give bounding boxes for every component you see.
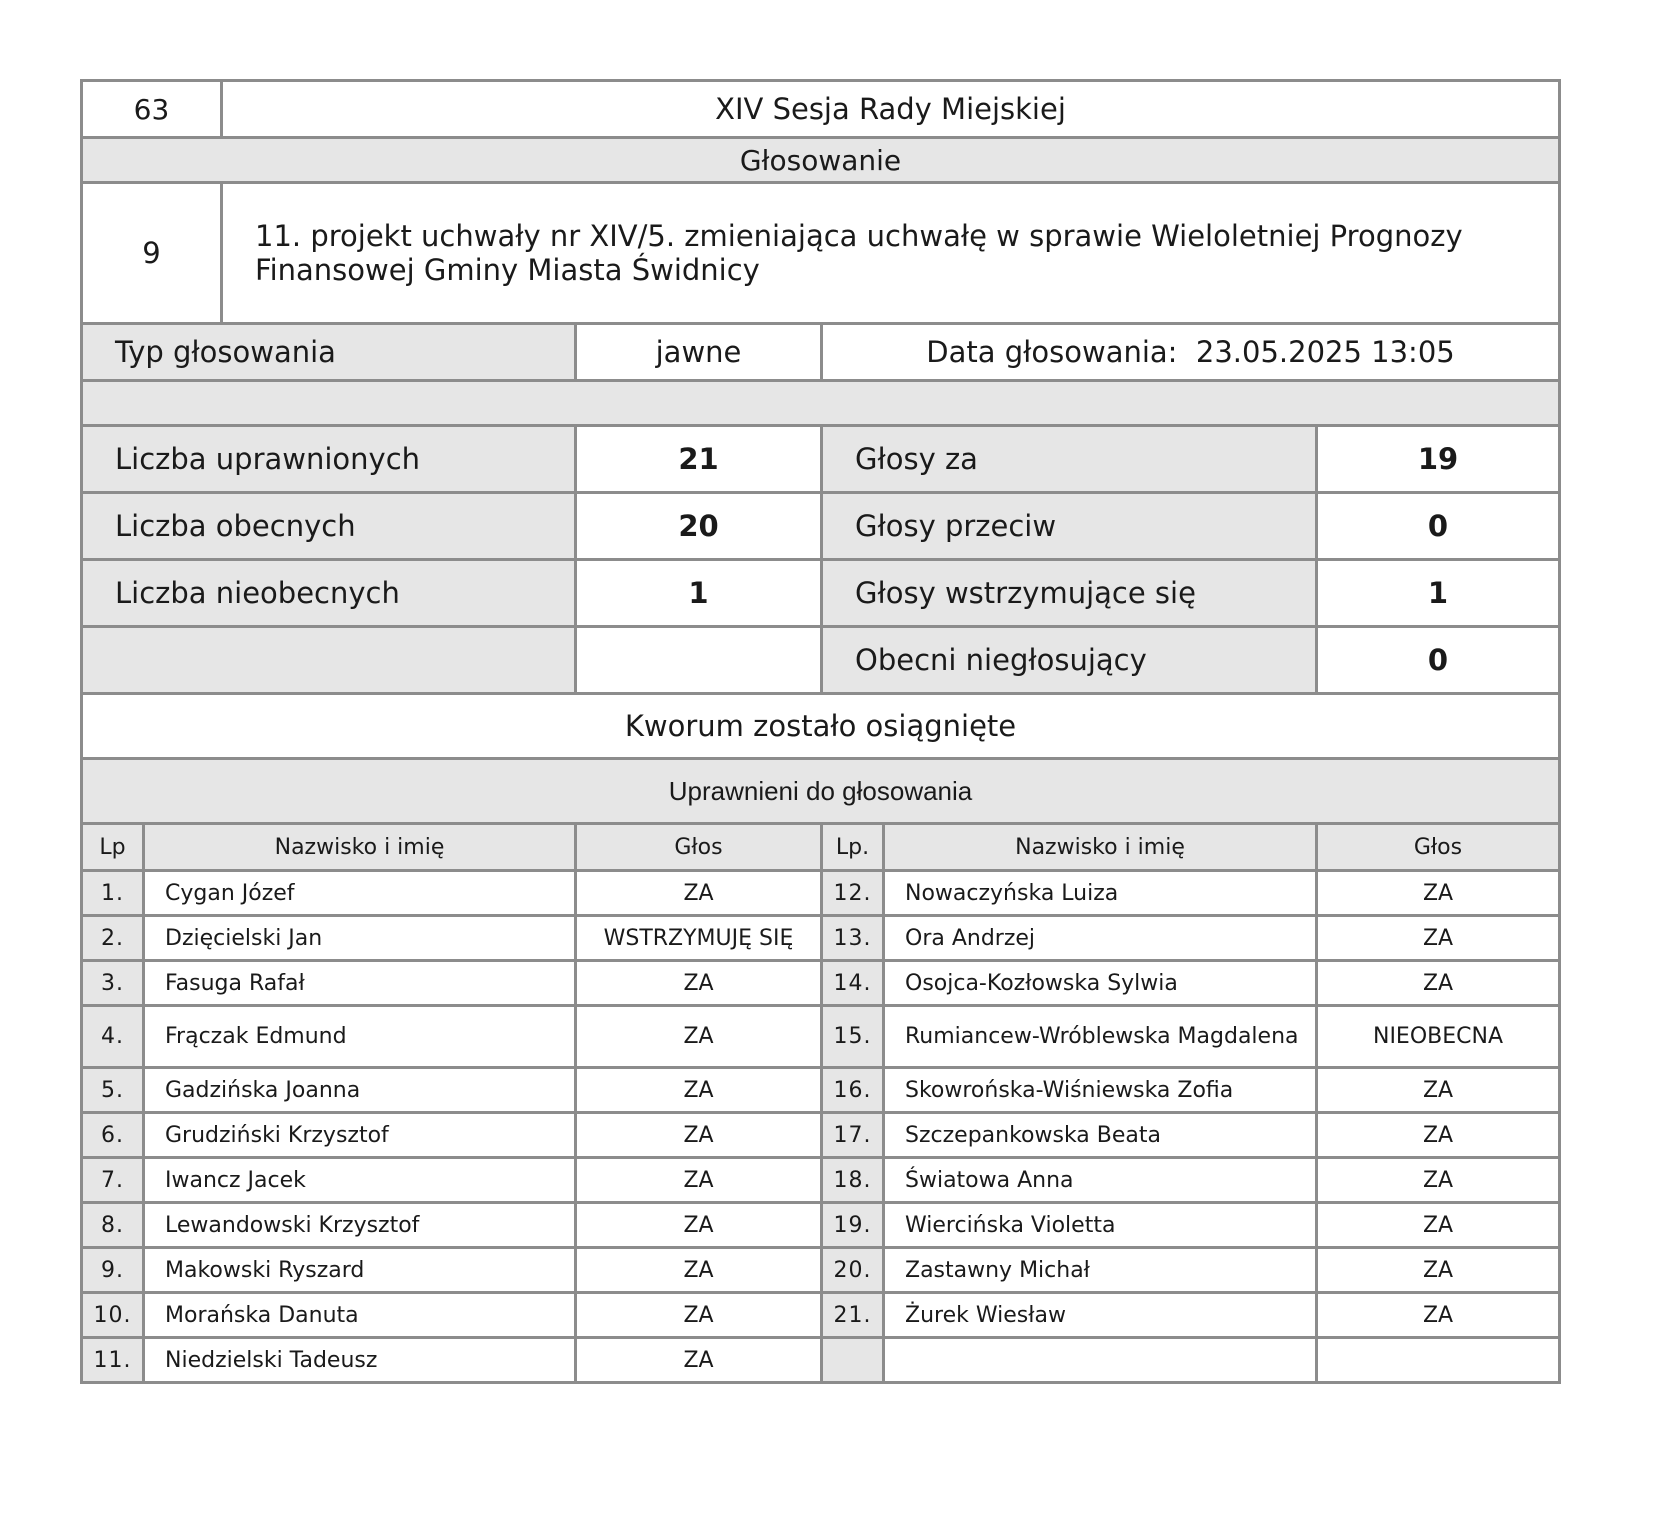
voter-lp: 2.	[82, 916, 144, 961]
voter-lp: 10.	[82, 1293, 144, 1338]
section-label: Głosowanie	[82, 138, 1560, 183]
column-header-vote-left: Głos	[576, 824, 822, 871]
voter-vote: ZA	[1317, 1113, 1560, 1158]
voter-lp: 12.	[822, 871, 884, 916]
quorum-table	[80, 692, 1561, 760]
voter-name: Frączak Edmund	[144, 1006, 576, 1068]
voter-vote: ZA	[576, 1158, 822, 1203]
stat-label-abstained: Głosy wstrzymujące się	[822, 560, 1317, 627]
voter-vote: ZA	[576, 1293, 822, 1338]
voter-lp: 9.	[82, 1248, 144, 1293]
voters-table	[80, 822, 1561, 1384]
voter-name: Szczepankowska Beata	[884, 1113, 1317, 1158]
voter-name: Nowaczyńska Luiza	[884, 871, 1317, 916]
stat-value-present: 20	[576, 493, 822, 560]
voter-name	[884, 1338, 1317, 1383]
voter-vote: ZA	[1317, 1248, 1560, 1293]
voter-rows	[82, 871, 1560, 1383]
voter-vote: ZA	[1317, 871, 1560, 916]
vote-date-value: 23.05.2025 13:05	[1195, 335, 1455, 369]
voter-vote: ZA	[1317, 1293, 1560, 1338]
voter-lp: 3.	[82, 961, 144, 1006]
stat-label-eligible: Liczba uprawnionych	[82, 426, 576, 493]
voter-lp	[822, 1338, 884, 1383]
spacer-row	[82, 381, 1560, 426]
voter-lp: 17.	[822, 1113, 884, 1158]
stat-label-absent: Liczba nieobecnych	[82, 560, 576, 627]
stat-label-votes-against: Głosy przeciw	[822, 493, 1317, 560]
stat-empty-value	[576, 627, 822, 694]
column-header-name-right: Nazwisko i imię	[884, 824, 1317, 871]
voter-name: Grudziński Krzysztof	[144, 1113, 576, 1158]
stat-value-present-not-voting: 0	[1317, 627, 1560, 694]
column-header-vote-right: Głos	[1317, 824, 1560, 871]
table-row	[82, 1068, 1560, 1113]
stat-value-eligible: 21	[576, 426, 822, 493]
voter-name: Fasuga Rafał	[144, 961, 576, 1006]
voter-vote: ZA	[1317, 1068, 1560, 1113]
voter-lp: 6.	[82, 1113, 144, 1158]
quorum-status: Kworum zostało osiągnięte	[82, 694, 1560, 759]
stat-value-abstained: 1	[1317, 560, 1560, 627]
table-row	[82, 1203, 1560, 1248]
vote-type-value: jawne	[576, 324, 822, 381]
voter-vote: ZA	[576, 1113, 822, 1158]
document-number: 63	[82, 81, 222, 138]
voter-lp: 14.	[822, 961, 884, 1006]
voter-name: Żurek Wiesław	[884, 1293, 1317, 1338]
table-row	[82, 1248, 1560, 1293]
voter-name: Światowa Anna	[884, 1158, 1317, 1203]
agenda-item-title: 11. projekt uchwały nr XIV/5. zmieniająca uchwałę w sprawie Wieloletniej Prognozy Finansowej Gminy Miasta Świdnicy	[222, 183, 1560, 324]
voter-name: Niedzielski Tadeusz	[144, 1338, 576, 1383]
voting-record-document	[80, 79, 1561, 1384]
stats-table	[80, 424, 1561, 695]
session-header-table	[80, 79, 1561, 139]
agenda-item-table	[80, 181, 1561, 325]
vote-info-table	[80, 322, 1561, 382]
voter-name: Iwancz Jacek	[144, 1158, 576, 1203]
section-label-table	[80, 136, 1561, 184]
voter-name: Rumiancew-Wróblewska Magdalena	[884, 1006, 1317, 1068]
column-header-lp-right: Lp.	[822, 824, 884, 871]
stat-value-votes-against: 0	[1317, 493, 1560, 560]
voter-name: Makowski Ryszard	[144, 1248, 576, 1293]
voter-name: Cygan Józef	[144, 871, 576, 916]
voter-name: Osojca-Kozłowska Sylwia	[884, 961, 1317, 1006]
voter-lp: 15.	[822, 1006, 884, 1068]
column-header-lp-left: Lp	[82, 824, 144, 871]
voter-vote: ZA	[576, 1203, 822, 1248]
agenda-item-number: 9	[82, 183, 222, 324]
voter-vote: ZA	[1317, 961, 1560, 1006]
voter-vote: ZA	[576, 961, 822, 1006]
voter-vote: WSTRZYMUJĘ SIĘ	[576, 916, 822, 961]
table-row	[82, 1338, 1560, 1383]
table-row	[82, 1113, 1560, 1158]
voter-name: Gadzińska Joanna	[144, 1068, 576, 1113]
voter-vote: ZA	[1317, 1158, 1560, 1203]
table-row	[82, 871, 1560, 916]
voter-lp: 7.	[82, 1158, 144, 1203]
stat-label-votes-for: Głosy za	[822, 426, 1317, 493]
stat-value-absent: 1	[576, 560, 822, 627]
voter-name: Ora Andrzej	[884, 916, 1317, 961]
table-row	[82, 916, 1560, 961]
table-row	[82, 961, 1560, 1006]
voter-vote: ZA	[576, 1068, 822, 1113]
stat-label-present-not-voting: Obecni niegłosujący	[822, 627, 1317, 694]
voter-lp: 11.	[82, 1338, 144, 1383]
voter-lp: 18.	[822, 1158, 884, 1203]
stat-value-votes-for: 19	[1317, 426, 1560, 493]
voter-name: Wiercińska Violetta	[884, 1203, 1317, 1248]
voter-vote: NIEOBECNA	[1317, 1006, 1560, 1068]
voter-lp: 4.	[82, 1006, 144, 1068]
voter-vote: ZA	[576, 871, 822, 916]
voter-lp: 19.	[822, 1203, 884, 1248]
voter-vote	[1317, 1338, 1560, 1383]
vote-date-cell	[822, 324, 1560, 381]
session-title: XIV Sesja Rady Miejskiej	[222, 81, 1560, 138]
voter-name: Lewandowski Krzysztof	[144, 1203, 576, 1248]
stat-label-present: Liczba obecnych	[82, 493, 576, 560]
voter-lp: 8.	[82, 1203, 144, 1248]
voter-vote: ZA	[576, 1248, 822, 1293]
voter-vote: ZA	[576, 1006, 822, 1068]
voter-lp: 1.	[82, 871, 144, 916]
voter-name: Skowrońska-Wiśniewska Zofia	[884, 1068, 1317, 1113]
voter-vote: ZA	[1317, 916, 1560, 961]
voter-lp: 16.	[822, 1068, 884, 1113]
column-header-name-left: Nazwisko i imię	[144, 824, 576, 871]
voter-name: Morańska Danuta	[144, 1293, 576, 1338]
vote-type-label: Typ głosowania	[82, 324, 576, 381]
voter-vote: ZA	[1317, 1203, 1560, 1248]
voter-name: Zastawny Michał	[884, 1248, 1317, 1293]
table-row	[82, 1293, 1560, 1338]
voters-title-table	[80, 757, 1561, 825]
voter-lp: 20.	[822, 1248, 884, 1293]
table-row	[82, 1006, 1560, 1068]
spacer-table	[80, 379, 1561, 427]
voter-lp: 21.	[822, 1293, 884, 1338]
voter-vote: ZA	[576, 1338, 822, 1383]
stat-empty-label	[82, 627, 576, 694]
voters-header-row	[82, 824, 1560, 871]
voters-title: Uprawnieni do głosowania	[82, 759, 1560, 824]
voter-lp: 13.	[822, 916, 884, 961]
voter-lp: 5.	[82, 1068, 144, 1113]
voter-name: Dzięcielski Jan	[144, 916, 576, 961]
vote-date-label: Data głosowania:	[926, 335, 1178, 369]
table-row	[82, 1158, 1560, 1203]
